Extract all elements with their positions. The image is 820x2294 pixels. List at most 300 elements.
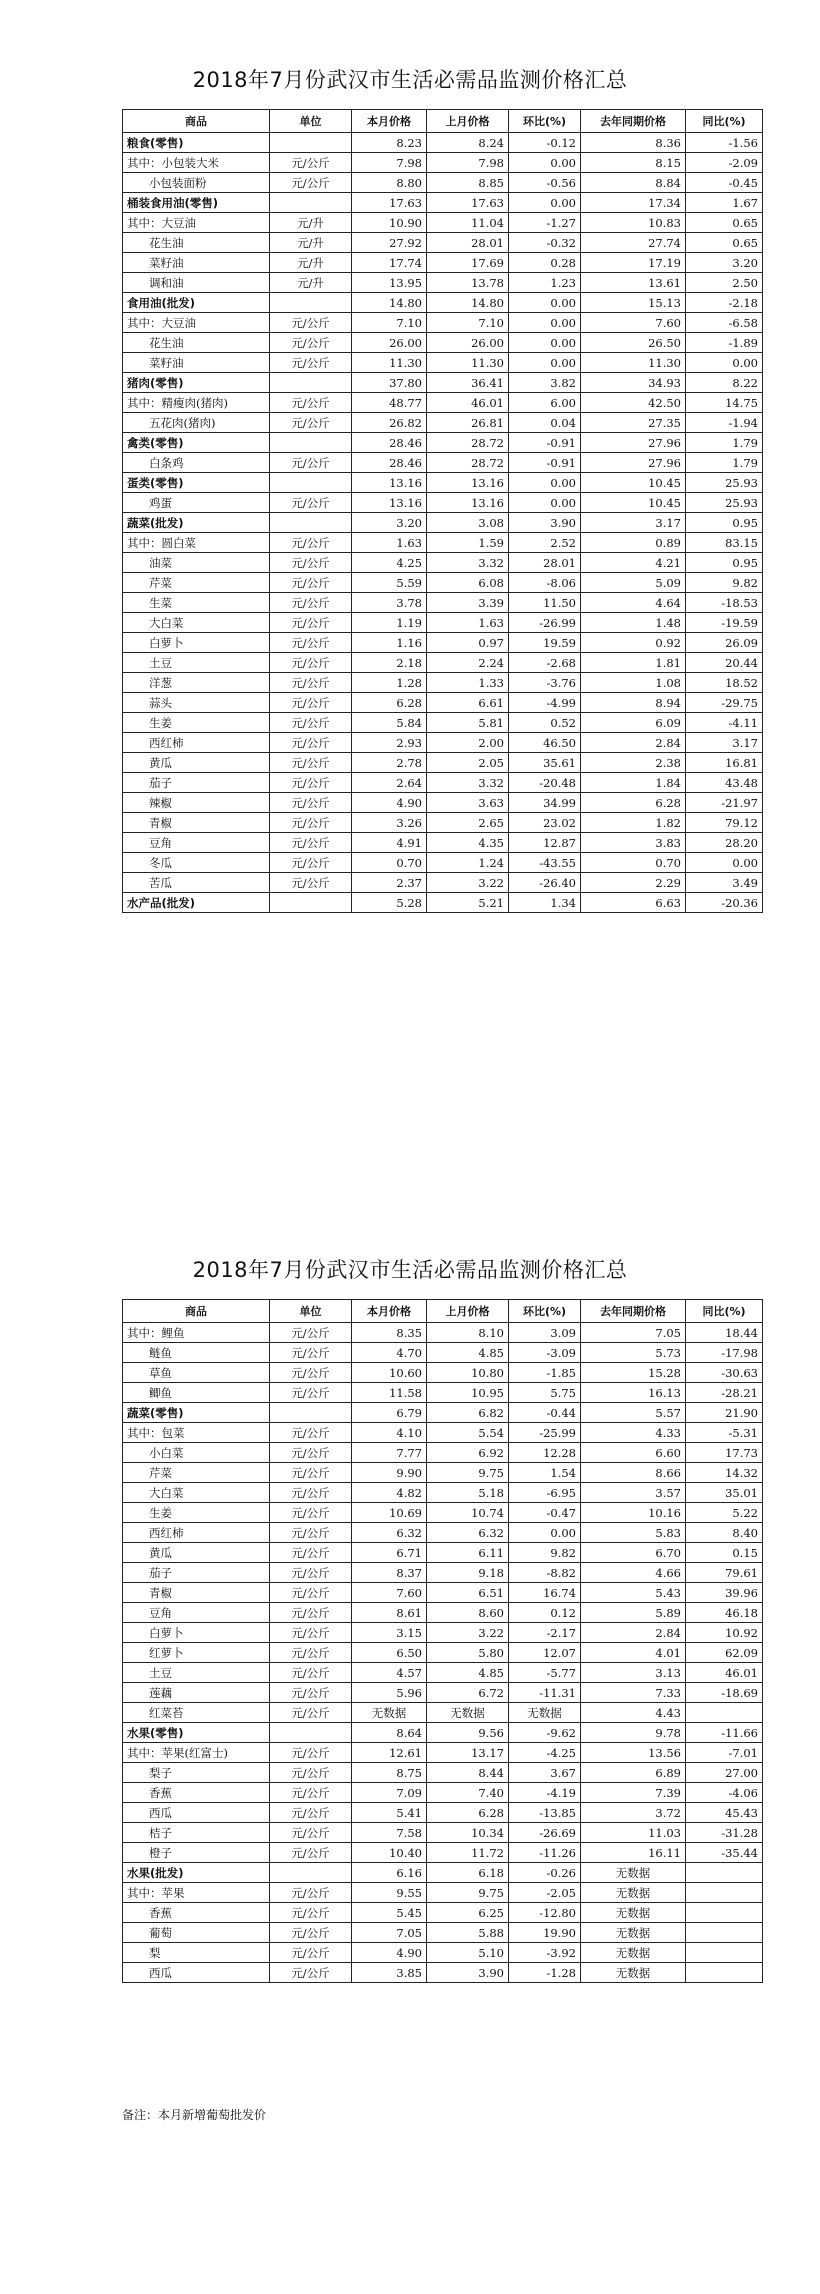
last-year-price-cell: 无数据: [581, 1923, 686, 1943]
mom-change-cell: 0.04: [509, 413, 581, 433]
mom-change-cell: -26.69: [509, 1823, 581, 1843]
last-year-price-cell: 16.11: [581, 1843, 686, 1863]
last-year-price-cell: 2.84: [581, 733, 686, 753]
mom-change-cell: 3.67: [509, 1763, 581, 1783]
header-unit: 单位: [270, 110, 352, 133]
yoy-change-cell: 1.67: [686, 193, 763, 213]
last-year-price-cell: 17.19: [581, 253, 686, 273]
unit-cell: 元/公斤: [270, 1503, 352, 1523]
this-month-price-cell: 4.25: [352, 553, 427, 573]
mom-change-cell: 0.00: [509, 353, 581, 373]
table-row: [123, 1723, 763, 1743]
last-month-price-cell: 1.59: [427, 533, 509, 553]
unit-cell: [270, 433, 352, 453]
last-year-price-cell: 1.08: [581, 673, 686, 693]
unit-cell: 元/公斤: [270, 1923, 352, 1943]
commodity-cell: 茄子: [123, 773, 270, 793]
this-month-price-cell: 12.61: [352, 1743, 427, 1763]
yoy-change-cell: 3.20: [686, 253, 763, 273]
yoy-change-cell: -35.44: [686, 1843, 763, 1863]
this-month-price-cell: 2.37: [352, 873, 427, 893]
mom-change-cell: 0.00: [509, 293, 581, 313]
last-month-price-cell: 3.39: [427, 593, 509, 613]
this-month-price-cell: 6.71: [352, 1543, 427, 1563]
header-commodity: 商品: [123, 1300, 270, 1323]
this-month-price-cell: 4.82: [352, 1483, 427, 1503]
commodity-cell: 水产品(批发): [123, 893, 270, 913]
commodity-cell: 土豆: [123, 1663, 270, 1683]
mom-change-cell: 12.87: [509, 833, 581, 853]
commodity-cell: 桶装食用油(零售): [123, 193, 270, 213]
yoy-change-cell: 27.00: [686, 1763, 763, 1783]
this-month-price-cell: 5.28: [352, 893, 427, 913]
last-month-price-cell: 5.54: [427, 1423, 509, 1443]
last-month-price-cell: 4.85: [427, 1343, 509, 1363]
yoy-change-cell: 0.00: [686, 353, 763, 373]
last-month-price-cell: 1.63: [427, 613, 509, 633]
last-year-price-cell: 8.66: [581, 1463, 686, 1483]
last-year-price-cell: 5.43: [581, 1583, 686, 1603]
commodity-cell: 其中：苹果: [123, 1883, 270, 1903]
last-year-price-cell: 4.64: [581, 593, 686, 613]
commodity-cell: 大白菜: [123, 613, 270, 633]
table-row: [123, 653, 763, 673]
mom-change-cell: 12.07: [509, 1643, 581, 1663]
unit-cell: 元/公斤: [270, 1963, 352, 1983]
yoy-change-cell: 26.09: [686, 633, 763, 653]
mom-change-cell: 0.00: [509, 193, 581, 213]
unit-cell: 元/公斤: [270, 1703, 352, 1723]
unit-cell: 元/公斤: [270, 1343, 352, 1363]
last-month-price-cell: 0.97: [427, 633, 509, 653]
mom-change-cell: 28.01: [509, 553, 581, 573]
unit-cell: 元/升: [270, 273, 352, 293]
yoy-change-cell: 5.22: [686, 1503, 763, 1523]
last-month-price-cell: 28.01: [427, 233, 509, 253]
unit-cell: 元/公斤: [270, 1543, 352, 1563]
commodity-cell: 白萝卜: [123, 1623, 270, 1643]
table-row: [123, 1603, 763, 1623]
yoy-change-cell: -31.28: [686, 1823, 763, 1843]
table-row: [123, 853, 763, 873]
commodity-cell: 其中：精瘦肉(猪肉): [123, 393, 270, 413]
this-month-price-cell: 3.20: [352, 513, 427, 533]
yoy-change-cell: 83.15: [686, 533, 763, 553]
this-month-price-cell: 8.75: [352, 1763, 427, 1783]
table-row: [123, 713, 763, 733]
yoy-change-cell: 45.43: [686, 1803, 763, 1823]
commodity-cell: 蛋类(零售): [123, 473, 270, 493]
table-row: [123, 1863, 763, 1883]
this-month-price-cell: 3.15: [352, 1623, 427, 1643]
yoy-change-cell: [686, 1903, 763, 1923]
mom-change-cell: -2.68: [509, 653, 581, 673]
commodity-cell: 鲢鱼: [123, 1343, 270, 1363]
mom-change-cell: -8.06: [509, 573, 581, 593]
mom-change-cell: 0.12: [509, 1603, 581, 1623]
yoy-change-cell: 20.44: [686, 653, 763, 673]
table-row: [123, 793, 763, 813]
last-year-price-cell: 8.84: [581, 173, 686, 193]
mom-change-cell: -0.26: [509, 1863, 581, 1883]
unit-cell: [270, 193, 352, 213]
last-month-price-cell: 26.81: [427, 413, 509, 433]
table-row: [123, 353, 763, 373]
commodity-cell: 蔬菜(批发): [123, 513, 270, 533]
unit-cell: 元/公斤: [270, 1803, 352, 1823]
table-row: [123, 1703, 763, 1723]
last-month-price-cell: 7.98: [427, 153, 509, 173]
table-row: [123, 1403, 763, 1423]
table-row: [123, 1883, 763, 1903]
last-month-price-cell: 4.85: [427, 1663, 509, 1683]
unit-cell: 元/公斤: [270, 1883, 352, 1903]
mom-change-cell: -1.28: [509, 1963, 581, 1983]
table-row: [123, 1683, 763, 1703]
mom-change-cell: 19.59: [509, 633, 581, 653]
table-row: [123, 1423, 763, 1443]
this-month-price-cell: 13.95: [352, 273, 427, 293]
commodity-cell: 花生油: [123, 233, 270, 253]
last-month-price-cell: 14.80: [427, 293, 509, 313]
unit-cell: 元/公斤: [270, 753, 352, 773]
yoy-change-cell: [686, 1703, 763, 1723]
mom-change-cell: -3.09: [509, 1343, 581, 1363]
commodity-cell: 蔬菜(零售): [123, 1403, 270, 1423]
unit-cell: 元/公斤: [270, 1663, 352, 1683]
mom-change-cell: 0.28: [509, 253, 581, 273]
last-month-price-cell: 4.35: [427, 833, 509, 853]
yoy-change-cell: -2.18: [686, 293, 763, 313]
table-row: [123, 153, 763, 173]
last-year-price-cell: 27.96: [581, 433, 686, 453]
yoy-change-cell: 8.22: [686, 373, 763, 393]
commodity-cell: 其中：鲤鱼: [123, 1323, 270, 1343]
table-row: [123, 633, 763, 653]
last-year-price-cell: 6.63: [581, 893, 686, 913]
this-month-price-cell: 4.90: [352, 793, 427, 813]
this-month-price-cell: 8.80: [352, 173, 427, 193]
yoy-change-cell: -6.58: [686, 313, 763, 333]
last-year-price-cell: 5.83: [581, 1523, 686, 1543]
last-year-price-cell: 3.17: [581, 513, 686, 533]
commodity-cell: 黄瓜: [123, 1543, 270, 1563]
commodity-cell: 西红柿: [123, 733, 270, 753]
commodity-cell: 白条鸡: [123, 453, 270, 473]
mom-change-cell: -6.95: [509, 1483, 581, 1503]
last-month-price-cell: 8.44: [427, 1763, 509, 1783]
unit-cell: [270, 133, 352, 153]
table-row: [123, 413, 763, 433]
last-month-price-cell: 8.10: [427, 1323, 509, 1343]
unit-cell: [270, 293, 352, 313]
unit-cell: [270, 373, 352, 393]
this-month-price-cell: 26.00: [352, 333, 427, 353]
yoy-change-cell: -4.06: [686, 1783, 763, 1803]
unit-cell: [270, 1723, 352, 1743]
last-year-price-cell: 34.93: [581, 373, 686, 393]
this-month-price-cell: 14.80: [352, 293, 427, 313]
unit-cell: 元/公斤: [270, 573, 352, 593]
unit-cell: 元/公斤: [270, 713, 352, 733]
table-row: [123, 1823, 763, 1843]
table-row: [123, 393, 763, 413]
last-year-price-cell: 7.05: [581, 1323, 686, 1343]
table-row: [123, 1543, 763, 1563]
last-month-price-cell: 3.32: [427, 773, 509, 793]
unit-cell: 元/公斤: [270, 1523, 352, 1543]
mom-change-cell: -11.31: [509, 1683, 581, 1703]
commodity-cell: 莲藕: [123, 1683, 270, 1703]
mom-change-cell: -0.56: [509, 173, 581, 193]
mom-change-cell: -13.85: [509, 1803, 581, 1823]
price-table-1: [122, 109, 763, 913]
table-row: [123, 1343, 763, 1363]
mom-change-cell: 1.23: [509, 273, 581, 293]
commodity-cell: 辣椒: [123, 793, 270, 813]
last-year-price-cell: 10.83: [581, 213, 686, 233]
yoy-change-cell: -7.01: [686, 1743, 763, 1763]
mom-change-cell: -0.44: [509, 1403, 581, 1423]
header-last-year: 去年同期价格: [581, 1300, 686, 1323]
last-month-price-cell: 6.18: [427, 1863, 509, 1883]
commodity-cell: 青椒: [123, 813, 270, 833]
last-month-price-cell: 3.90: [427, 1963, 509, 1983]
this-month-price-cell: 3.85: [352, 1963, 427, 1983]
last-year-price-cell: 3.83: [581, 833, 686, 853]
last-month-price-cell: 7.40: [427, 1783, 509, 1803]
last-year-price-cell: 3.13: [581, 1663, 686, 1683]
this-month-price-cell: 13.16: [352, 473, 427, 493]
this-month-price-cell: 6.50: [352, 1643, 427, 1663]
last-year-price-cell: 5.57: [581, 1403, 686, 1423]
mom-change-cell: 16.74: [509, 1583, 581, 1603]
commodity-cell: 豆角: [123, 1603, 270, 1623]
last-year-price-cell: 4.01: [581, 1643, 686, 1663]
yoy-change-cell: 10.92: [686, 1623, 763, 1643]
unit-cell: 元/公斤: [270, 1363, 352, 1383]
commodity-cell: 橙子: [123, 1843, 270, 1863]
this-month-price-cell: 无数据: [352, 1703, 427, 1723]
table-row: [123, 213, 763, 233]
last-year-price-cell: 8.15: [581, 153, 686, 173]
commodity-cell: 其中：苹果(红富士): [123, 1743, 270, 1763]
unit-cell: 元/公斤: [270, 853, 352, 873]
last-month-price-cell: 5.10: [427, 1943, 509, 1963]
table-row: [123, 373, 763, 393]
table-row: [123, 193, 763, 213]
header-this-month: 本月价格: [352, 1300, 427, 1323]
table-row: [123, 133, 763, 153]
table-row: [123, 1563, 763, 1583]
last-year-price-cell: 9.78: [581, 1723, 686, 1743]
unit-cell: 元/公斤: [270, 833, 352, 853]
last-month-price-cell: 28.72: [427, 453, 509, 473]
unit-cell: 元/公斤: [270, 1563, 352, 1583]
commodity-cell: 禽类(零售): [123, 433, 270, 453]
unit-cell: 元/公斤: [270, 1843, 352, 1863]
last-year-price-cell: 26.50: [581, 333, 686, 353]
last-month-price-cell: 3.22: [427, 873, 509, 893]
last-year-price-cell: 0.89: [581, 533, 686, 553]
yoy-change-cell: 2.50: [686, 273, 763, 293]
last-month-price-cell: 46.01: [427, 393, 509, 413]
last-month-price-cell: 10.34: [427, 1823, 509, 1843]
last-year-price-cell: 2.38: [581, 753, 686, 773]
table-row: [123, 1623, 763, 1643]
yoy-change-cell: 0.65: [686, 233, 763, 253]
commodity-cell: 水果(零售): [123, 1723, 270, 1743]
last-year-price-cell: 1.81: [581, 653, 686, 673]
yoy-change-cell: -21.97: [686, 793, 763, 813]
last-year-price-cell: 4.33: [581, 1423, 686, 1443]
last-month-price-cell: 13.78: [427, 273, 509, 293]
header-last-month: 上月价格: [427, 110, 509, 133]
yoy-change-cell: 25.93: [686, 493, 763, 513]
last-year-price-cell: 2.29: [581, 873, 686, 893]
mom-change-cell: -26.99: [509, 613, 581, 633]
table-row: [123, 1943, 763, 1963]
this-month-price-cell: 48.77: [352, 393, 427, 413]
mom-change-cell: 12.28: [509, 1443, 581, 1463]
last-month-price-cell: 无数据: [427, 1703, 509, 1723]
unit-cell: 元/公斤: [270, 793, 352, 813]
unit-cell: 元/公斤: [270, 1623, 352, 1643]
yoy-change-cell: 0.00: [686, 853, 763, 873]
last-year-price-cell: 7.39: [581, 1783, 686, 1803]
commodity-cell: 蒜头: [123, 693, 270, 713]
mom-change-cell: -0.12: [509, 133, 581, 153]
last-month-price-cell: 1.33: [427, 673, 509, 693]
mom-change-cell: -1.27: [509, 213, 581, 233]
last-month-price-cell: 9.18: [427, 1563, 509, 1583]
unit-cell: 元/公斤: [270, 653, 352, 673]
last-month-price-cell: 6.51: [427, 1583, 509, 1603]
last-month-price-cell: 3.32: [427, 553, 509, 573]
yoy-change-cell: -1.89: [686, 333, 763, 353]
yoy-change-cell: -29.75: [686, 693, 763, 713]
header-last-year: 去年同期价格: [581, 110, 686, 133]
mom-change-cell: -0.91: [509, 433, 581, 453]
commodity-cell: 西红柿: [123, 1523, 270, 1543]
unit-cell: 元/公斤: [270, 553, 352, 573]
last-year-price-cell: 6.28: [581, 793, 686, 813]
yoy-change-cell: 3.49: [686, 873, 763, 893]
commodity-cell: 苦瓜: [123, 873, 270, 893]
yoy-change-cell: 14.75: [686, 393, 763, 413]
last-year-price-cell: 6.09: [581, 713, 686, 733]
table-row: [123, 533, 763, 553]
last-year-price-cell: 无数据: [581, 1943, 686, 1963]
last-year-price-cell: 7.33: [581, 1683, 686, 1703]
header-yoy: 同比(%): [686, 110, 763, 133]
last-month-price-cell: 28.72: [427, 433, 509, 453]
table-row: [123, 1743, 763, 1763]
last-year-price-cell: 27.35: [581, 413, 686, 433]
yoy-change-cell: 25.93: [686, 473, 763, 493]
unit-cell: 元/公斤: [270, 1903, 352, 1923]
this-month-price-cell: 0.70: [352, 853, 427, 873]
last-year-price-cell: 10.45: [581, 473, 686, 493]
table-row: [123, 593, 763, 613]
this-month-price-cell: 10.90: [352, 213, 427, 233]
table-row: [123, 253, 763, 273]
commodity-cell: 其中：小包装大米: [123, 153, 270, 173]
this-month-price-cell: 7.77: [352, 1443, 427, 1463]
last-month-price-cell: 9.56: [427, 1723, 509, 1743]
mom-change-cell: 6.00: [509, 393, 581, 413]
last-month-price-cell: 17.63: [427, 193, 509, 213]
this-month-price-cell: 1.16: [352, 633, 427, 653]
last-year-price-cell: 10.45: [581, 493, 686, 513]
mom-change-cell: 19.90: [509, 1923, 581, 1943]
mom-change-cell: 0.00: [509, 333, 581, 353]
table-row: [123, 1503, 763, 1523]
yoy-change-cell: -11.66: [686, 1723, 763, 1743]
this-month-price-cell: 13.16: [352, 493, 427, 513]
this-month-price-cell: 4.57: [352, 1663, 427, 1683]
yoy-change-cell: 35.01: [686, 1483, 763, 1503]
yoy-change-cell: -0.45: [686, 173, 763, 193]
table-row: [123, 1483, 763, 1503]
yoy-change-cell: 18.52: [686, 673, 763, 693]
unit-cell: 元/公斤: [270, 1943, 352, 1963]
table-row: [123, 553, 763, 573]
yoy-change-cell: 14.32: [686, 1463, 763, 1483]
mom-change-cell: -0.91: [509, 453, 581, 473]
yoy-change-cell: 0.65: [686, 213, 763, 233]
commodity-cell: 黄瓜: [123, 753, 270, 773]
last-year-price-cell: 4.43: [581, 1703, 686, 1723]
this-month-price-cell: 11.30: [352, 353, 427, 373]
commodity-cell: 草鱼: [123, 1363, 270, 1383]
this-month-price-cell: 4.90: [352, 1943, 427, 1963]
this-month-price-cell: 9.90: [352, 1463, 427, 1483]
unit-cell: 元/公斤: [270, 1823, 352, 1843]
last-year-price-cell: 8.94: [581, 693, 686, 713]
this-month-price-cell: 5.84: [352, 713, 427, 733]
unit-cell: 元/公斤: [270, 1443, 352, 1463]
commodity-cell: 油菜: [123, 553, 270, 573]
table-row: [123, 1903, 763, 1923]
mom-change-cell: 2.52: [509, 533, 581, 553]
table-row: [123, 493, 763, 513]
mom-change-cell: 3.09: [509, 1323, 581, 1343]
this-month-price-cell: 8.23: [352, 133, 427, 153]
commodity-cell: 小白菜: [123, 1443, 270, 1463]
yoy-change-cell: 46.18: [686, 1603, 763, 1623]
last-month-price-cell: 3.22: [427, 1623, 509, 1643]
this-month-price-cell: 4.70: [352, 1343, 427, 1363]
table-row: [123, 1583, 763, 1603]
last-year-price-cell: 1.84: [581, 773, 686, 793]
last-month-price-cell: 2.65: [427, 813, 509, 833]
unit-cell: 元/公斤: [270, 733, 352, 753]
mom-change-cell: 1.54: [509, 1463, 581, 1483]
unit-cell: 元/升: [270, 213, 352, 233]
unit-cell: 元/公斤: [270, 593, 352, 613]
last-month-price-cell: 11.30: [427, 353, 509, 373]
last-month-price-cell: 8.24: [427, 133, 509, 153]
last-year-price-cell: 15.13: [581, 293, 686, 313]
last-month-price-cell: 6.72: [427, 1683, 509, 1703]
yoy-change-cell: -18.69: [686, 1683, 763, 1703]
mom-change-cell: -3.76: [509, 673, 581, 693]
unit-cell: 元/升: [270, 233, 352, 253]
unit-cell: [270, 1863, 352, 1883]
unit-cell: 元/公斤: [270, 1383, 352, 1403]
yoy-change-cell: 79.61: [686, 1563, 763, 1583]
